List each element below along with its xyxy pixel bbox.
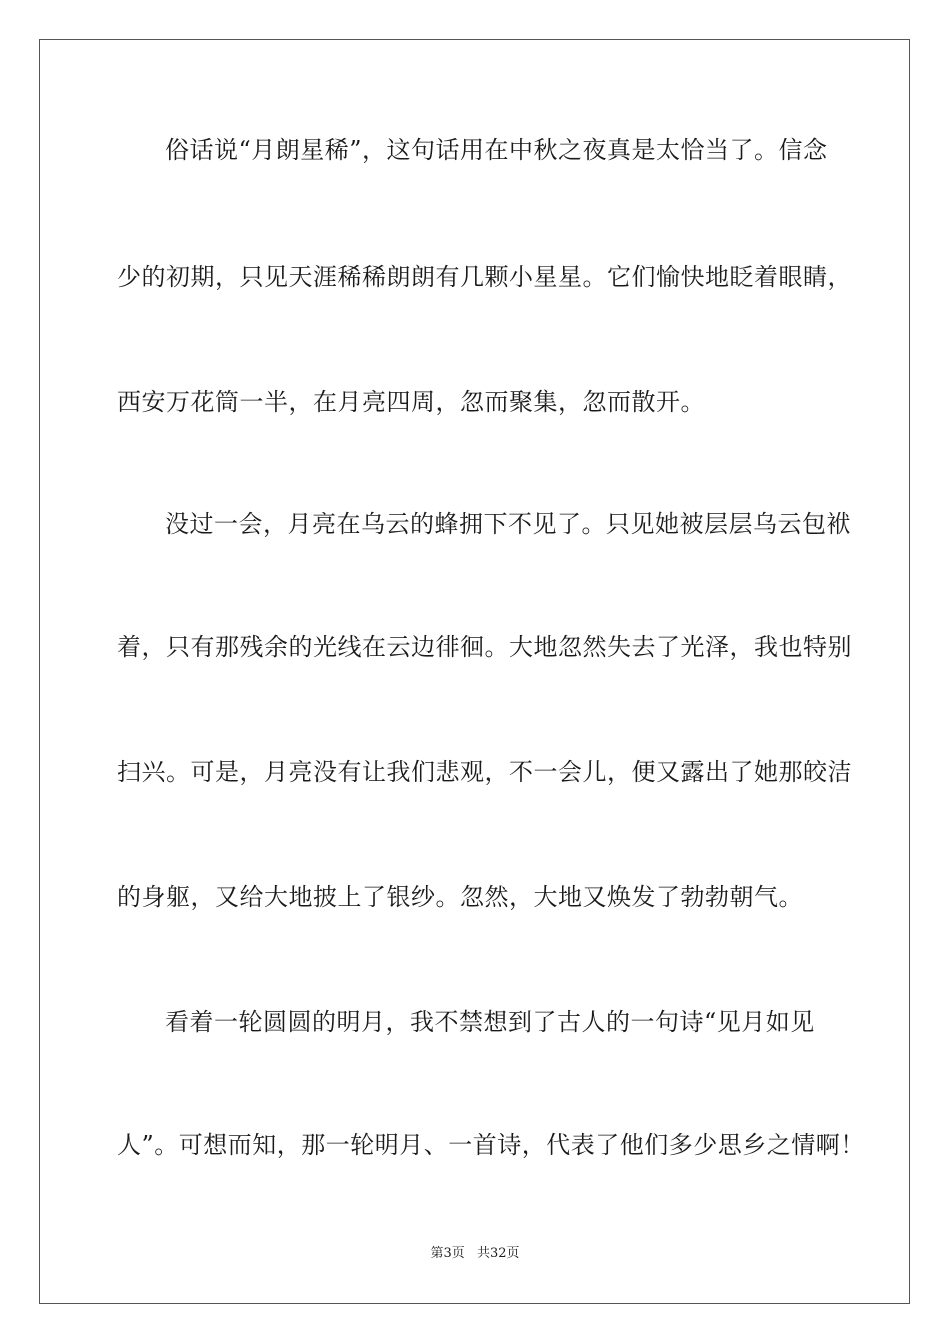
- paragraph-1-line-3: 西安万花筒一半，在月亮四周，忽而聚集，忽而散开。: [117, 388, 705, 416]
- page-border: [39, 39, 910, 1304]
- page-number: 第3页: [430, 1246, 465, 1261]
- page-total: 共32页: [476, 1246, 520, 1261]
- paragraph-2-line-3: 扫兴。可是，月亮没有让我们悲观，不一会儿，便又露出了她那皎洁: [117, 758, 852, 786]
- paragraph-3-line-2: 人”。可想而知，那一轮明月、一首诗，代表了他们多少思乡之情啊！: [117, 1131, 865, 1159]
- paragraph-2-line-1: 没过一会，月亮在乌云的蜂拥下不见了。只见她被层层乌云包袱: [165, 510, 851, 538]
- paragraph-2-line-4: 的身躯，又给大地披上了银纱。忽然，大地又焕发了勃勃朝气。: [117, 883, 803, 911]
- page-footer: [0, 1245, 950, 1263]
- paragraph-3-line-1: 看着一轮圆圆的明月，我不禁想到了古人的一句诗“见月如见: [165, 1008, 815, 1036]
- paragraph-2-line-2: 着，只有那残余的光线在云边徘徊。大地忽然失去了光泽，我也特别: [117, 633, 852, 661]
- paragraph-1-line-1: 俗话说“月朗星稀”，这句话用在中秋之夜真是太恰当了。信念: [165, 136, 828, 164]
- paragraph-1-line-2: 少的初期，只见天涯稀稀朗朗有几颗小星星。它们愉快地眨着眼睛，: [117, 263, 852, 291]
